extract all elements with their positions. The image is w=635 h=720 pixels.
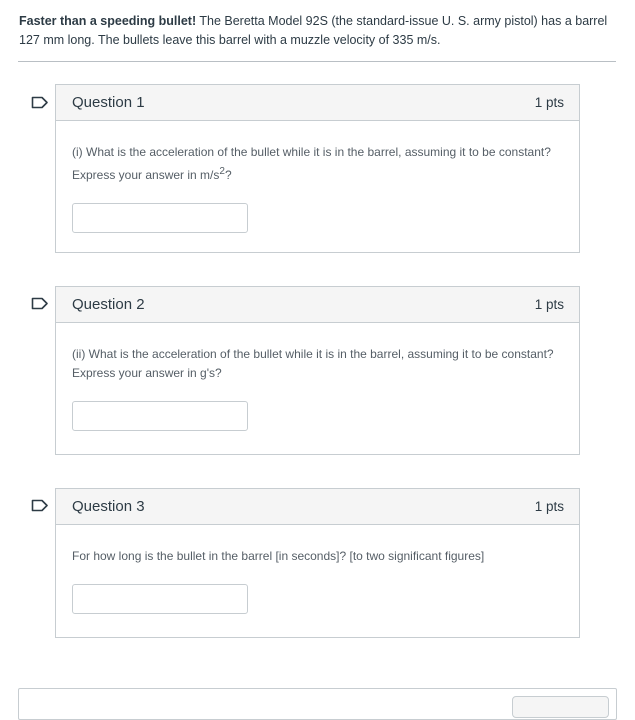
question-body bbox=[56, 323, 579, 431]
flag-question-icon[interactable] bbox=[31, 297, 49, 310]
flag-question-icon[interactable] bbox=[31, 96, 49, 109]
question-header bbox=[56, 489, 579, 525]
answer-input[interactable] bbox=[72, 401, 248, 431]
footer-button[interactable] bbox=[512, 696, 609, 718]
divider bbox=[18, 61, 616, 62]
intro-lead: Faster than a speeding bullet! bbox=[19, 14, 197, 28]
answer-input[interactable] bbox=[72, 584, 248, 614]
question-points: 1 pts bbox=[534, 95, 564, 110]
question-text: (ii) What is the acceleration of the bullet while it is in the barrel, assuming it to be constant? Express your answer in g's? bbox=[72, 347, 554, 380]
intro-paragraph bbox=[19, 12, 609, 50]
unit-superscript: 2 bbox=[219, 166, 225, 177]
intro-text: The Beretta Model 92S (the standard-issue U. S. army pistol) has a barrel 127 mm long. The bullets leave this barrel with a muzzle velocity of 335 m/s. bbox=[19, 14, 608, 47]
question-3 bbox=[55, 488, 580, 638]
question-body bbox=[56, 121, 579, 233]
question-header bbox=[56, 85, 579, 121]
question-1 bbox=[55, 84, 580, 253]
question-title: Question 3 bbox=[72, 498, 145, 515]
question-header bbox=[56, 287, 579, 323]
question-2 bbox=[55, 286, 580, 455]
question-title: Question 1 bbox=[72, 94, 145, 111]
flag-question-icon[interactable] bbox=[31, 499, 49, 512]
question-points: 1 pts bbox=[534, 297, 564, 312]
question-body bbox=[56, 525, 579, 614]
question-points: 1 pts bbox=[534, 499, 564, 514]
question-text: For how long is the bullet in the barrel [in seconds]? [to two significant figures] bbox=[72, 549, 485, 563]
answer-input[interactable] bbox=[72, 203, 248, 233]
question-text: (i) What is the acceleration of the bullet while it is in the barrel, assuming it to be constant? Express your answer in $m/s^2$? bbox=[72, 145, 551, 182]
question-title: Question 2 bbox=[72, 296, 145, 313]
